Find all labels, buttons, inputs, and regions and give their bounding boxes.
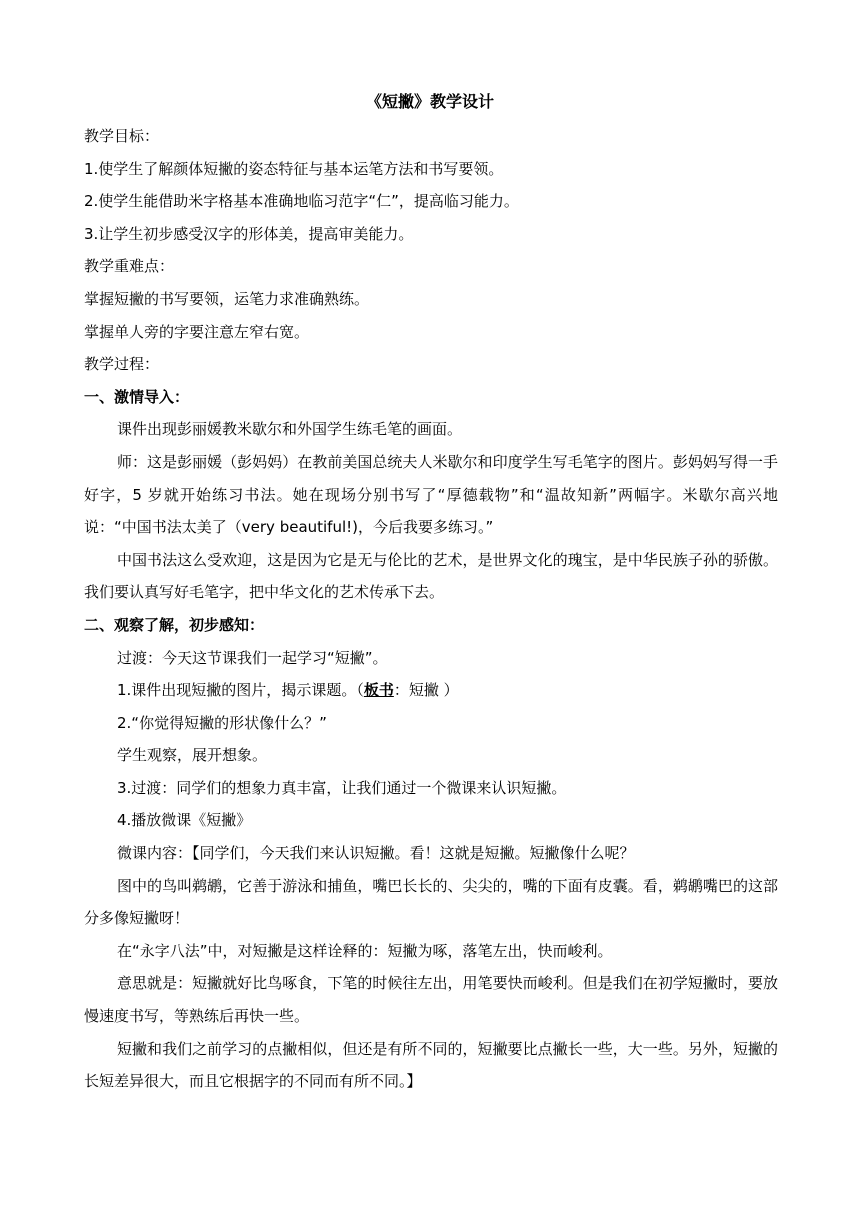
paragraph: 图中的鸟叫鹈鹕，它善于游泳和捕鱼，嘴巴长长的、尖尖的，嘴的下面有皮囊。看，鹈鹕嘴巴的这部分多像短撇呀！ (84, 876, 778, 928)
objective-item: 1.使学生了解颜体短撇的姿态特征与基本运笔方法和书写要领。 (84, 159, 504, 178)
section-heading: 一、激情导入： (84, 387, 190, 406)
document-title: 《短撇》教学设计 (365, 92, 494, 111)
document-body (84, 120, 778, 1098)
paragraph: 微课内容：【同学们，今天我们来认识短撇。看！这就是短撇。短撇像什么呢？ (117, 844, 635, 863)
board-label: 板书 (363, 681, 394, 700)
paragraph: 意思就是：短撇就好比鸟啄食，下笔的时候往左出，用笔要快而峻利。但是我们在初学短撇时，要放慢速度书写，等熟练后再快一些。 (84, 974, 778, 1026)
list-item: 4.播放微课《短撇》 (117, 811, 252, 830)
paragraph: 在“永字八法”中，对短撇是这样诠释的：短撇为啄，落笔左出，快而峻利。 (117, 941, 613, 960)
objective-item: 3.让学生初步感受汉字的形体美，提高审美能力。 (84, 224, 414, 243)
paragraph: 短撇和我们之前学习的点撇相似，但还是有所不同的，短撇要比点撇长一些，大一些。另外，短撇的长短差异很大，而且它根据字的不同而有所不同。】 (84, 1039, 778, 1091)
paragraph: 学生观察，展开想象。 (117, 746, 268, 765)
paragraph: 过渡：今天这节课我们一起学习“短撇”。 (117, 648, 388, 667)
list-item (84, 674, 778, 707)
keypoint-item: 掌握单人旁的字要注意左窄右宽。 (84, 322, 310, 341)
keypoint-item: 掌握短撇的书写要领，运笔力求准确熟练。 (84, 289, 370, 308)
paragraph: 中国书法这么受欢迎，这是因为它是无与伦比的艺术，是世界文化的瑰宝，是中华民族子孙的骄傲。我们要认真写好毛笔字，把中华文化的艺术传承下去。 (84, 550, 778, 602)
list-item-text: 1.课件出现短撇的图片，揭示课题。（ (117, 681, 364, 700)
objectives-heading: 教学目标： (84, 127, 160, 145)
list-item-text: ：短撇 ） (393, 681, 459, 700)
list-item: 3.过渡：同学们的想象力真丰富，让我们通过一个微课来认识短撇。 (117, 778, 567, 797)
section-heading: 二、观察了解，初步感知： (84, 615, 265, 634)
paragraph: 课件出现彭丽媛教米歇尔和外国学生练毛笔的画面。 (117, 420, 463, 439)
list-item: 2.“你觉得短撇的形状像什么？” (117, 713, 327, 732)
process-heading: 教学过程： (84, 355, 160, 374)
keypoints-heading: 教学重难点： (84, 257, 175, 276)
objective-item: 2.使学生能借助米字格基本准确地临习范字“仁”，提高临习能力。 (84, 192, 519, 211)
paragraph: 师：这是彭丽媛（彭妈妈）在教前美国总统夫人米歇尔和印度学生写毛笔字的图片。彭妈妈写得一手好字，5 岁就开始练习书法。她在现场分别书写了“厚德载物”和“温故知新”两幅字。米歇尔高兴地说：“中国书法太美了（very beautiful!)，今后我要多练习。” (84, 452, 778, 537)
